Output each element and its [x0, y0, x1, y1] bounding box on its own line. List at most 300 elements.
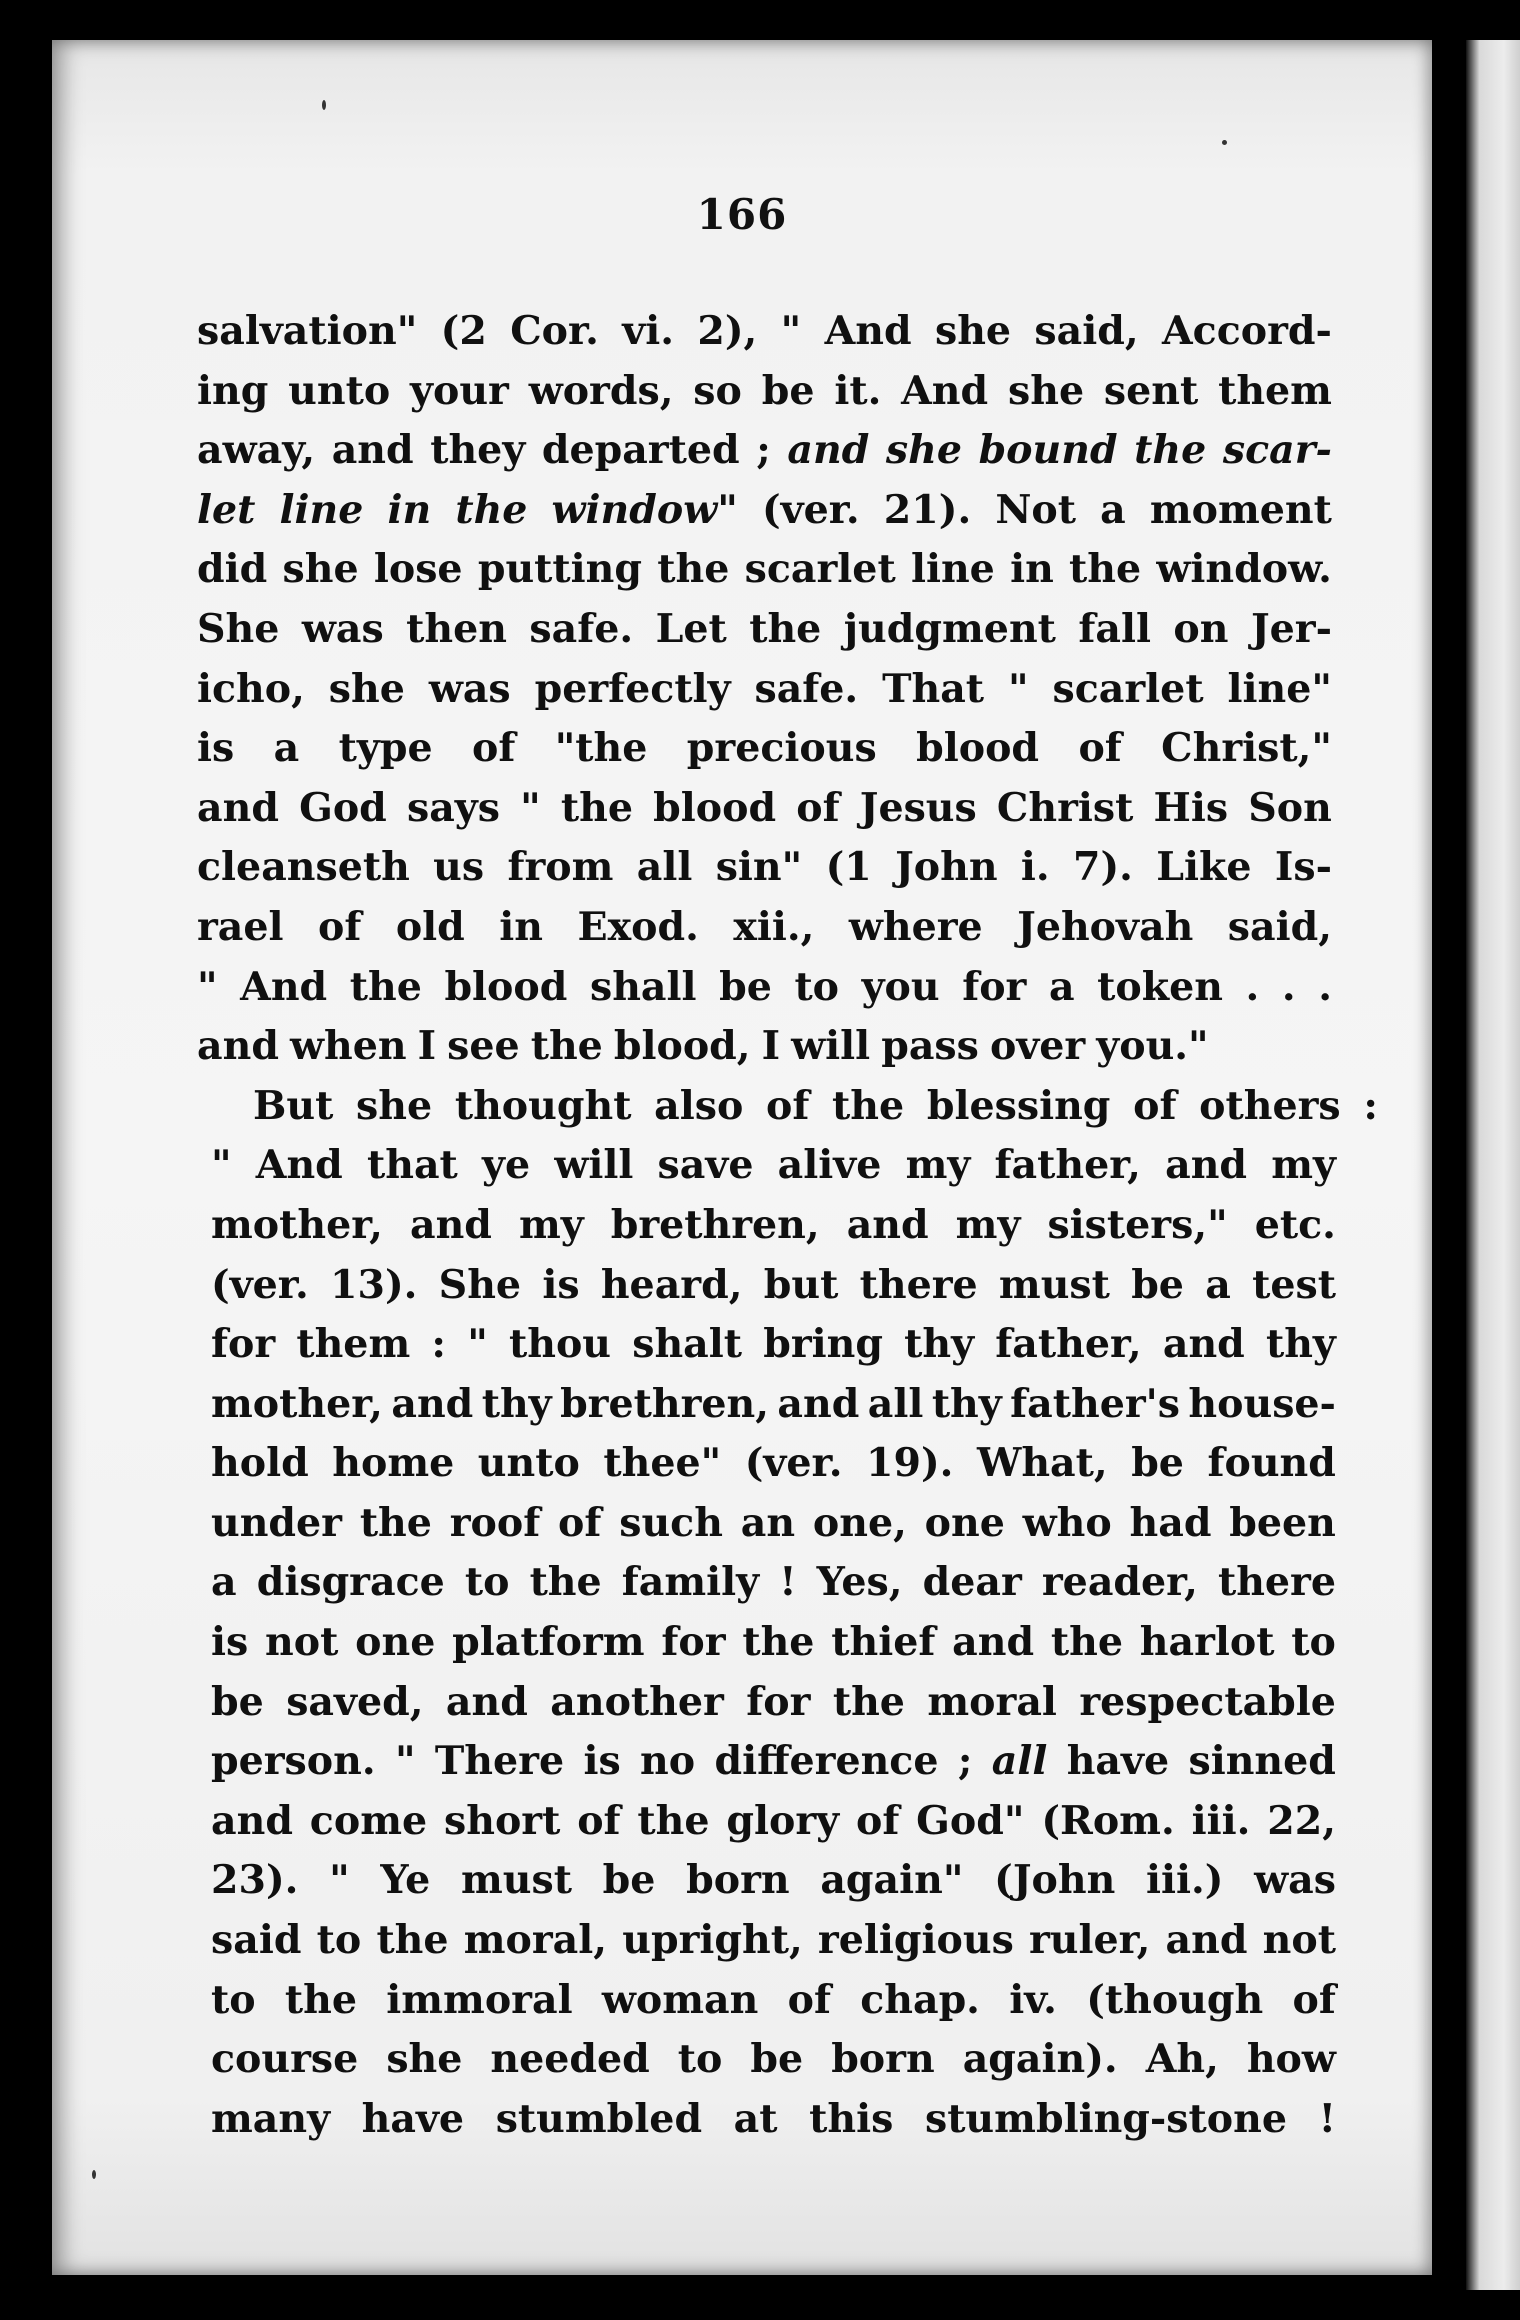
word: .: [1318, 963, 1332, 1010]
word: is: [211, 1619, 249, 1666]
word: see: [447, 1023, 520, 1070]
word: thee": [603, 1440, 722, 1487]
text-line: [197, 779, 1332, 839]
word: the: [749, 605, 822, 652]
word: person.: [211, 1738, 376, 1785]
word: (2: [440, 308, 487, 354]
word: (ver.: [744, 1440, 843, 1487]
word: father's: [1010, 1380, 1180, 1427]
word: home: [332, 1440, 455, 1487]
word: ": [780, 308, 802, 354]
word: must: [460, 1857, 572, 1904]
word: sinned: [1188, 1738, 1336, 1785]
word: house-: [1188, 1380, 1336, 1427]
text-line: [211, 1315, 1336, 1375]
word: not: [265, 1619, 339, 1666]
text-line: [211, 1136, 1336, 1196]
word: have: [361, 2095, 465, 2142]
word: be: [1131, 1440, 1184, 1487]
word: sisters,": [1047, 1201, 1228, 1248]
word: hold: [211, 1440, 309, 1487]
word: Christ,": [1161, 725, 1332, 772]
word: where: [848, 903, 983, 950]
word: and: [197, 1023, 279, 1070]
word: had: [1129, 1499, 1212, 1546]
word: thought: [454, 1082, 632, 1129]
word: the: [530, 1023, 603, 1070]
word: words,: [528, 367, 674, 414]
word: father,: [994, 1142, 1141, 1189]
word: roof: [449, 1499, 541, 1546]
word: she: [328, 665, 405, 712]
word: blood: [653, 784, 777, 831]
word: my: [955, 1201, 1021, 1248]
word: and: [1162, 1321, 1245, 1368]
word: us: [433, 844, 485, 891]
word: of: [787, 1976, 831, 2023]
word: others: [1199, 1082, 1341, 1129]
word: respectable: [1079, 1678, 1336, 1725]
word: to: [1291, 1619, 1336, 1666]
word: be: [750, 2036, 804, 2083]
word: fall: [1078, 605, 1151, 652]
word: 7).: [1072, 844, 1133, 891]
word: again).: [962, 2036, 1118, 2083]
word: is: [583, 1738, 621, 1785]
text-line: [211, 1792, 1336, 1852]
word: scar-: [1222, 427, 1332, 474]
text-line: [211, 1375, 1336, 1435]
word: dear: [922, 1559, 1022, 1606]
word: Yes,: [816, 1559, 903, 1606]
word: Exod.: [577, 903, 699, 950]
word: mother,: [211, 1380, 383, 1427]
word: (ver.: [211, 1261, 309, 1308]
word: .: [1281, 963, 1296, 1010]
word: type: [338, 725, 433, 772]
text-line: [211, 1553, 1336, 1613]
word: judgment: [843, 605, 1056, 652]
word: and: [211, 1797, 293, 1844]
word: iv.: [1009, 1976, 1057, 2023]
word: you: [861, 963, 940, 1010]
word: be: [719, 963, 772, 1010]
word: stumbling-stone: [924, 2095, 1287, 2142]
word: And: [901, 367, 989, 414]
word: God: [299, 784, 387, 831]
word: of: [471, 725, 516, 772]
text-line: [211, 1732, 1336, 1792]
word: .: [1245, 963, 1260, 1010]
word: short: [443, 1797, 561, 1844]
text-line: [211, 1077, 1378, 1137]
word: His: [1153, 784, 1229, 831]
word: and: [787, 427, 870, 474]
word: the: [376, 1917, 449, 1964]
word: also: [654, 1082, 744, 1129]
text-line: [197, 481, 1332, 541]
word: safe.: [754, 665, 859, 712]
word: is: [197, 725, 235, 772]
word: she: [885, 427, 962, 474]
word: on: [1173, 605, 1229, 652]
word: sin": [715, 844, 803, 891]
text-line: [197, 958, 1332, 1018]
word: they: [430, 427, 526, 474]
word: one,: [812, 1499, 907, 1546]
text-line: [197, 302, 1332, 362]
word: a: [1205, 1261, 1231, 1308]
word: the: [1134, 427, 1207, 474]
word: John: [895, 844, 998, 891]
word: Like: [1156, 844, 1252, 891]
word: then: [406, 605, 507, 652]
word: 22,: [1267, 1797, 1336, 1844]
word: Jesus: [859, 784, 977, 831]
text-line: [197, 421, 1332, 481]
word: for: [661, 1619, 726, 1666]
word: it.: [834, 367, 882, 414]
word: (though: [1086, 1976, 1264, 2023]
text-line: [211, 2030, 1336, 2090]
word: them: [296, 1321, 411, 1368]
word: line": [1227, 665, 1332, 712]
word: lose: [373, 546, 463, 593]
word: in: [499, 903, 544, 950]
word: them: [1218, 367, 1332, 414]
word: the: [284, 1976, 357, 2023]
word: my: [1271, 1142, 1336, 1189]
word: alive: [777, 1142, 882, 1189]
word: one: [355, 1619, 436, 1666]
word: And: [824, 308, 912, 354]
word: all: [867, 1380, 924, 1427]
word: and: [1165, 1142, 1248, 1189]
word: have: [1066, 1738, 1170, 1785]
word: be: [602, 1857, 656, 1904]
word: brethren,: [610, 1201, 820, 1248]
word: stumbled: [495, 2095, 703, 2142]
word: of: [1078, 725, 1122, 772]
word: and: [846, 1201, 929, 1248]
word: pass: [881, 1023, 979, 1070]
word: Is-: [1274, 844, 1332, 891]
word: will: [554, 1142, 634, 1189]
word: ": [211, 1142, 232, 1189]
word: course: [211, 2036, 359, 2083]
word: the: [1050, 1619, 1123, 1666]
text-line: [197, 838, 1332, 898]
word: the: [742, 1619, 815, 1666]
word: harlot: [1139, 1619, 1275, 1666]
word: token: [1097, 963, 1223, 1010]
word: I: [761, 1023, 781, 1070]
word: moral,: [463, 1917, 608, 1964]
word: !: [1318, 2095, 1336, 2142]
word: not: [1262, 1917, 1336, 1964]
text-line: [197, 1017, 1332, 1077]
word: from: [507, 844, 614, 891]
word: to: [677, 2036, 723, 2083]
word: :: [431, 1321, 447, 1368]
word: many: [211, 2095, 331, 2142]
word: ": [467, 1321, 488, 1368]
word: said,: [1034, 308, 1139, 354]
word: moral: [927, 1678, 1057, 1725]
word: she: [282, 546, 359, 593]
text-line: [211, 1196, 1336, 1256]
word: the: [1069, 546, 1142, 593]
word: (ver.: [761, 486, 860, 533]
word: over: [989, 1023, 1086, 1070]
scan-speck: [322, 100, 326, 110]
word: platform: [452, 1619, 645, 1666]
word: ": [717, 486, 738, 533]
word: so: [693, 367, 742, 414]
word: all: [636, 844, 693, 891]
word: and: [331, 427, 414, 474]
word: a: [273, 725, 300, 772]
word: shalt: [632, 1321, 743, 1368]
word: glory: [726, 1797, 840, 1844]
word: saved,: [286, 1678, 424, 1725]
word: the: [832, 1678, 905, 1725]
word: (1: [825, 844, 872, 891]
word: thy: [931, 1380, 1002, 1427]
word: And: [255, 1142, 343, 1189]
word: unto: [288, 367, 391, 414]
word: that: [367, 1142, 458, 1189]
word: woman: [601, 1976, 759, 2023]
word: blood: [916, 725, 1040, 772]
scan-speck: [1222, 140, 1227, 145]
word: was: [1254, 1857, 1336, 1904]
word: in: [1010, 546, 1054, 593]
word: putting: [477, 546, 642, 593]
adjacent-page-edge: [1466, 40, 1520, 2290]
word: did: [197, 546, 268, 593]
word: ing: [197, 367, 269, 414]
scan-speck: [92, 2170, 96, 2179]
paragraph-1: [197, 302, 1332, 1077]
word: thy: [904, 1321, 975, 1368]
word: for: [211, 1321, 276, 1368]
word: moment: [1149, 486, 1332, 533]
word: blood: [444, 963, 568, 1010]
word: to: [464, 1559, 510, 1606]
word: vi.: [622, 308, 674, 354]
text-line: [211, 1613, 1336, 1673]
word: was: [301, 605, 384, 652]
book-page: [52, 40, 1432, 2275]
word: xii.,: [733, 903, 815, 950]
word: And: [240, 963, 328, 1010]
word: of: [1133, 1082, 1177, 1129]
word: of: [855, 1797, 900, 1844]
word: this: [809, 2095, 894, 2142]
page-body-text: [197, 302, 1378, 2149]
word: father,: [995, 1321, 1142, 1368]
word: is: [542, 1261, 580, 1308]
word: the: [529, 1559, 602, 1606]
word: religious: [817, 1917, 1014, 1964]
word: all: [991, 1738, 1048, 1785]
word: the: [349, 963, 422, 1010]
word: the: [359, 1499, 432, 1546]
word: and: [409, 1201, 492, 1248]
word: my: [518, 1201, 584, 1248]
word: the: [832, 1082, 905, 1129]
word: Jer-: [1250, 605, 1332, 652]
word: 21).: [883, 486, 972, 533]
word: ": [329, 1857, 350, 1904]
word: cleanseth: [197, 844, 410, 891]
word: an: [740, 1499, 796, 1546]
word: and: [952, 1619, 1035, 1666]
text-line: [197, 719, 1332, 779]
word: ": [520, 784, 541, 831]
text-line: [197, 540, 1332, 600]
word: There: [434, 1738, 565, 1785]
word: save: [657, 1142, 754, 1189]
word: she: [386, 2036, 463, 2083]
word: old: [395, 903, 465, 950]
text-line: [211, 2090, 1336, 2150]
word: ye: [482, 1142, 531, 1189]
word: no: [640, 1738, 696, 1785]
word: such: [619, 1499, 723, 1546]
word: salvation": [197, 308, 418, 354]
text-line: [197, 600, 1332, 660]
word: She: [197, 605, 280, 652]
text-line: [211, 1971, 1336, 2031]
word: difference: [714, 1738, 939, 1785]
word: icho,: [197, 665, 305, 712]
word: there: [1217, 1559, 1336, 1606]
text-line: [197, 660, 1332, 720]
word: mother,: [211, 1201, 383, 1248]
word: and: [777, 1380, 860, 1427]
word: be: [761, 367, 815, 414]
word: sent: [1103, 367, 1199, 414]
text-line: [211, 1256, 1336, 1316]
word: What,: [976, 1440, 1108, 1487]
word: shall: [589, 963, 697, 1010]
word: but: [763, 1261, 839, 1308]
word: she: [1007, 367, 1085, 414]
word: thief: [831, 1619, 936, 1666]
word: the: [657, 546, 730, 593]
word: says: [406, 784, 500, 831]
word: 13).: [329, 1261, 418, 1308]
word: heard,: [600, 1261, 743, 1308]
word: at: [733, 2095, 778, 2142]
word: and: [445, 1678, 528, 1725]
word: she: [356, 1082, 433, 1129]
word: under: [211, 1499, 342, 1546]
word: Accord-: [1162, 308, 1332, 354]
word: "the: [554, 725, 648, 772]
word: bound: [978, 427, 1118, 474]
word: of: [796, 784, 840, 831]
word: in: [387, 486, 432, 533]
word: ;: [957, 1738, 973, 1785]
word: 23).: [211, 1857, 299, 1904]
word: she: [934, 308, 1012, 354]
word: safe.: [529, 605, 634, 652]
word: was: [428, 665, 511, 712]
page-gutter: [1432, 40, 1466, 2290]
word: family: [621, 1559, 760, 1606]
word: needed: [490, 2036, 650, 2083]
word: be: [1131, 1261, 1184, 1308]
text-line: [211, 1851, 1336, 1911]
word: bring: [763, 1321, 883, 1368]
word: the: [560, 784, 633, 831]
word: blood,: [613, 1023, 751, 1070]
word: Ye: [380, 1857, 431, 1904]
word: your: [410, 367, 509, 414]
word: iii.: [1191, 1797, 1251, 1844]
word: thy: [1265, 1321, 1336, 1368]
word: to: [794, 963, 840, 1010]
word: a: [211, 1559, 237, 1606]
page-number: 166: [696, 190, 788, 239]
word: of: [318, 903, 362, 950]
word: who: [1022, 1499, 1112, 1546]
word: 19).: [866, 1440, 954, 1487]
word: and: [1165, 1917, 1248, 1964]
word: ": [1007, 665, 1029, 712]
word: the: [637, 1797, 710, 1844]
word: immoral: [386, 1976, 573, 2023]
word: departed: [541, 427, 740, 474]
word: :: [1363, 1082, 1378, 1129]
word: line: [910, 546, 995, 593]
word: i.: [1020, 844, 1050, 891]
word: there: [859, 1261, 978, 1308]
word: ": [394, 1738, 416, 1785]
word: let: [197, 486, 256, 533]
word: thou: [508, 1321, 612, 1368]
word: of: [766, 1082, 810, 1129]
word: rael: [197, 903, 284, 950]
word: iii.): [1145, 1857, 1224, 1904]
word: (Rom.: [1041, 1797, 1175, 1844]
word: scarlet: [1052, 665, 1204, 712]
word: one: [924, 1499, 1005, 1546]
word: of: [558, 1499, 602, 1546]
word: when: [289, 1023, 407, 1070]
word: Cor.: [510, 308, 599, 354]
word: for: [962, 963, 1027, 1010]
word: brethren,: [560, 1380, 769, 1427]
word: been: [1229, 1499, 1336, 1546]
word: unto: [477, 1440, 580, 1487]
word: etc.: [1254, 1201, 1336, 1248]
word: and: [391, 1380, 474, 1427]
word: Christ: [996, 784, 1134, 831]
word: Son: [1248, 784, 1332, 831]
word: [552, 481, 738, 541]
word: test: [1252, 1261, 1336, 1308]
paragraph-2: [197, 1077, 1378, 2150]
word: of: [1292, 1976, 1336, 2023]
word: ;: [756, 427, 771, 474]
word: God": [916, 1797, 1025, 1844]
word: a: [1048, 963, 1075, 1010]
word: found: [1207, 1440, 1336, 1487]
